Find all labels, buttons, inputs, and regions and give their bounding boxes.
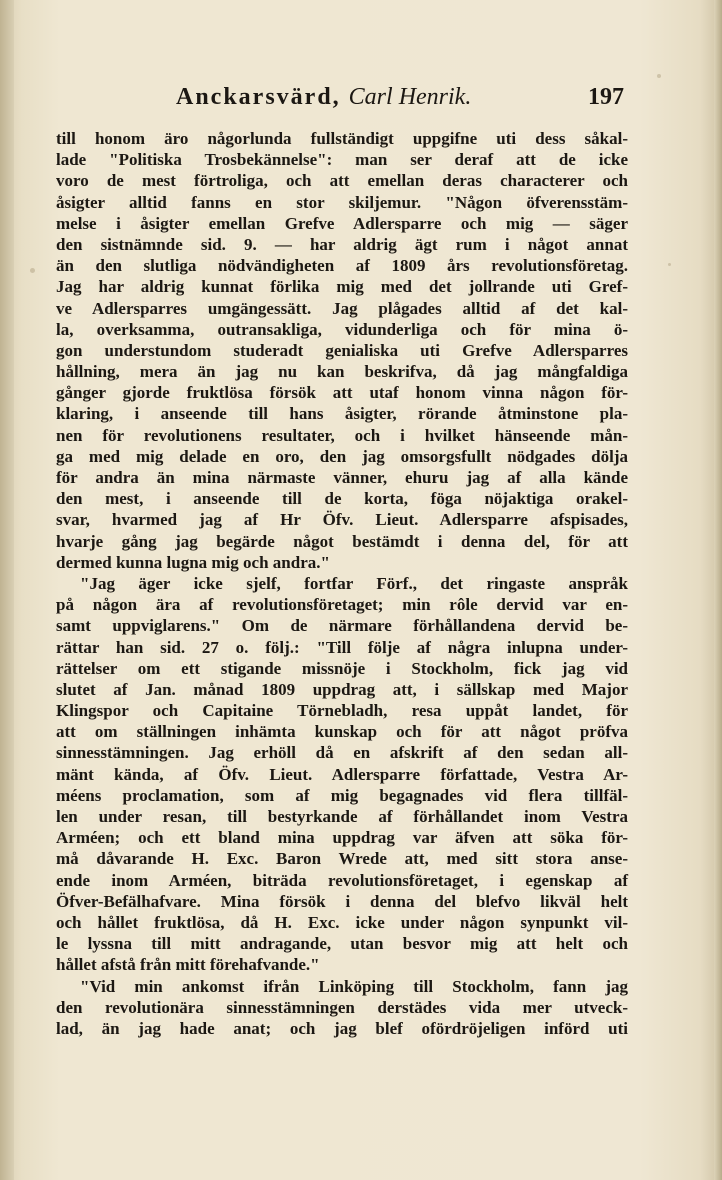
- text-line: samt uppviglarens." Om de närmare förhållandena dervid be-: [56, 616, 628, 636]
- text-line: dermed kunna lugna mig och andra.": [56, 552, 330, 572]
- text-line: hållet afstå från mitt förehafvande.": [56, 955, 320, 975]
- text-line: Arméen; och ett bland mina uppdrag var äfven att söka för-: [56, 828, 628, 848]
- text-line: lade "Politiska Trosbekännelse": man ser deraf att de icke: [56, 150, 628, 170]
- text-line: klaring, i anseende till hans åsigter, rörande åtminstone pla-: [56, 404, 628, 424]
- text-line: rättelser om ett stigande missnöje i Stockholm, fick jag vid: [56, 658, 628, 678]
- text-line: melse i åsigter emellan Grefve Adlersparre och mig — säger: [56, 213, 628, 233]
- text-line: gånger gjorde fruktlösa försök att utaf honom vinna någon för-: [56, 383, 628, 403]
- text-line: för andra än mina närmaste vänner, ehuru jag af alla kände: [56, 468, 628, 487]
- text-line: sinnesstämningen. Jag erhöll då en afskrift af den sedan all-: [56, 743, 628, 763]
- text-line: mänt kända, af Öfv. Lieut. Adlersparre författade, Vestra Ar-: [56, 764, 628, 784]
- text-line: gon understundom studeradt genialiska uti Grefve Adlersparres: [56, 340, 628, 360]
- text-line: voro de mest förtroliga, och att emellan deras characterer och: [56, 171, 628, 191]
- text-line: den mest, i anseende till de korta, föga nöjaktiga orakel-: [56, 489, 628, 509]
- running-head: [176, 80, 471, 114]
- running-head-caps: Anckarsvärd,: [176, 84, 341, 110]
- text-line: hvarje gång jag begärde något bestämdt i denna del, för att: [56, 531, 628, 551]
- text-line: ve Adlersparres umgängessätt. Jag plågades alltid af det kal-: [56, 298, 628, 318]
- text-line: "Jag äger icke sjelf, fortfar Förf., det ringaste anspråk: [80, 573, 628, 593]
- text-line: "Vid min ankomst ifrån Linköping till Stockholm, fann jag: [80, 976, 628, 996]
- ink-spot: [668, 263, 671, 266]
- text-line: méens proclamation, som af mig begagnades vid flera tillfäl-: [56, 785, 628, 805]
- text-line: slutet af Jan. månad 1809 uppdrag att, i sällskap med Major: [56, 679, 628, 699]
- body-text: [56, 128, 628, 1039]
- text-line: la, overksamma, outransakliga, vidunderliga och för mina ö-: [56, 319, 628, 339]
- text-line: svar, hvarmed jag af Hr Öfv. Lieut. Adlersparre afspisades,: [56, 510, 628, 530]
- page-edge: [714, 0, 722, 1180]
- page-gutter: [0, 0, 14, 1180]
- page-header: [176, 80, 624, 114]
- text-line: till honom äro någorlunda fullständigt uppgifne uti dess såkal-: [56, 129, 628, 148]
- text-line: ende inom Arméen, biträda revolutionsföretaget, i egenskap af: [56, 870, 628, 890]
- text-line: den revolutionära sinnesstämningen derstädes vida mer utveck-: [56, 997, 628, 1017]
- page-number: 197: [588, 84, 624, 110]
- text-line: Öfver-Befälhafvare. Mina försök i denna del blefvo likväl helt: [56, 891, 628, 911]
- ink-spot: [30, 268, 35, 273]
- text-line: lad, än jag hade anat; och jag blef ofördröjeligen införd uti: [56, 1018, 628, 1038]
- text-line: rättar han sid. 27 o. följ.: "Till följe af några inlupna under-: [56, 637, 628, 657]
- text-line: hållning, mera än jag nu kan beskrifva, då jag mångfaldiga: [56, 362, 628, 382]
- text-line: på någon ära af revolutionsföretaget; min rôle dervid var en-: [56, 595, 628, 615]
- text-line: ga med mig delade en oro, den jag omsorgsfullt nödgades dölja: [56, 446, 628, 466]
- running-head-name: Carl Henrik.: [348, 84, 472, 110]
- text-line: Jag har aldrig kunnat förlika mig med det jollrande uti Gref-: [56, 277, 628, 297]
- text-line: len under resan, till bestyrkande af förhållandet inom Vestra: [56, 807, 628, 826]
- ink-spot: [657, 74, 661, 78]
- text-line: nen för revolutionens resultater, och i hvilket hänseende mån-: [56, 425, 628, 445]
- text-line: att om ställningen inhämta kunskap och för att något pröfva: [56, 722, 628, 742]
- text-line: och hållet fruktlösa, då H. Exc. icke under någon synpunkt vil-: [56, 912, 628, 932]
- text-line: den sistnämnde sid. 9. — har aldrig ägt rum i något annat: [56, 234, 628, 254]
- text-line: åsigter alltid fanns en stor skiljemur. "Någon öfverensstäm-: [56, 192, 628, 212]
- text-line: le lyssna till mitt andragande, utan besvor mig att helt och: [56, 934, 628, 954]
- text-line: än den slutliga nödvändigheten af 1809 års revolutionsföretag.: [56, 256, 628, 276]
- text-line: Klingspor och Capitaine Törnebladh, resa uppåt landet, för: [56, 701, 628, 721]
- text-line: må dåvarande H. Exc. Baron Wrede att, med sitt stora anse-: [56, 849, 628, 869]
